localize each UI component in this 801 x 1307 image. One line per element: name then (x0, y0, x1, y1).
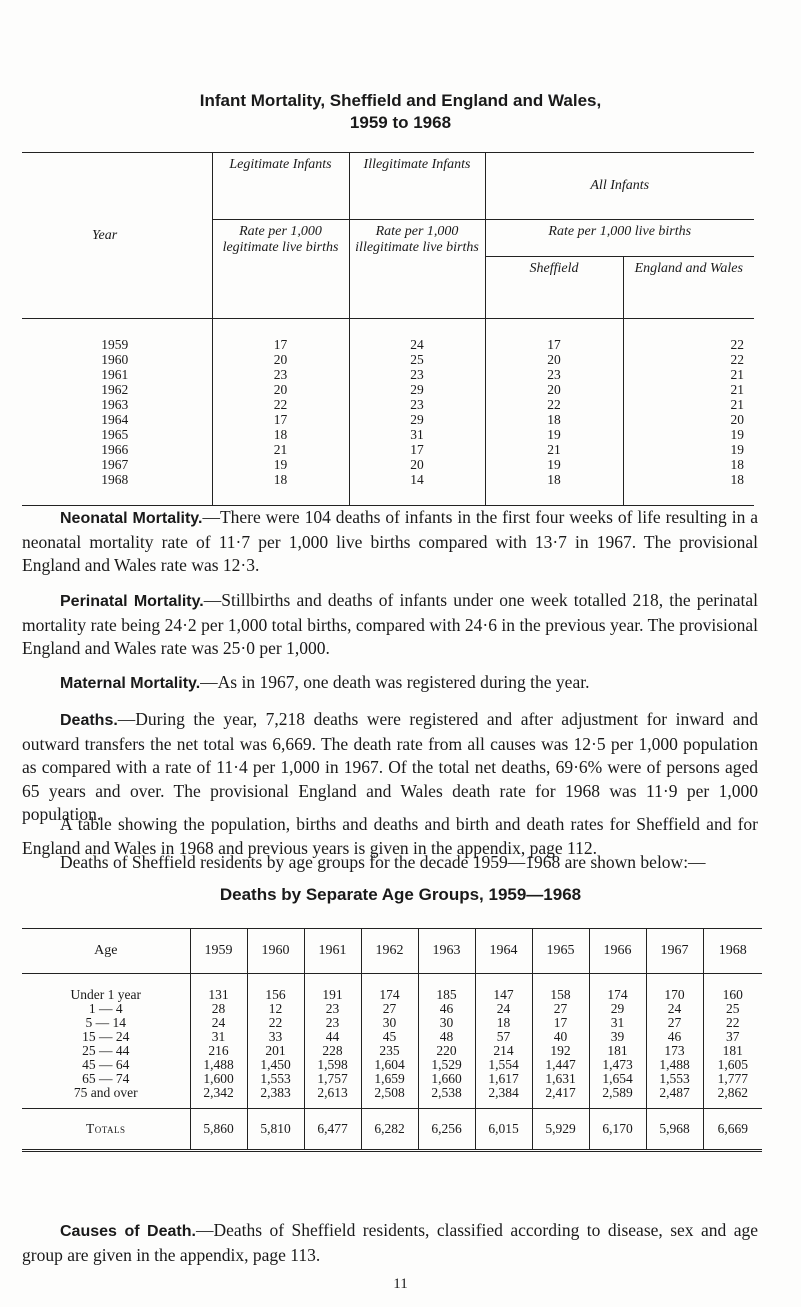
cell-sheffield: 18 (485, 412, 623, 427)
cell-value: 37 (703, 1030, 762, 1044)
cell-age: 75 and over (73, 1085, 138, 1100)
cell-age: 15 — 24 (82, 1029, 130, 1044)
header-all-rate: Rate per 1,000 live births (485, 220, 754, 257)
cell-value: 214 (475, 1044, 532, 1058)
cell-value: 1,631 (532, 1072, 589, 1086)
cell-illegit: 14 (349, 472, 485, 506)
maternal-paragraph (22, 671, 758, 696)
cell-sheffield: 21 (485, 442, 623, 457)
cell-value: 22 (247, 1016, 304, 1030)
header-age: Age (22, 929, 190, 974)
causes-text: —Deaths of Sheffield residents, classified according to disease, sex and age group are given in the appendix, page 113. (22, 1220, 758, 1265)
table-row (22, 319, 754, 353)
cell-value: 1,777 (703, 1072, 762, 1086)
cell-illegit: 31 (349, 427, 485, 442)
cell-total: 6,282 (361, 1109, 418, 1151)
cell-value: 2,384 (475, 1086, 532, 1109)
cell-value: 27 (361, 1002, 418, 1016)
cell-value: 158 (532, 974, 589, 1003)
maternal-heading: Maternal Mortality. (60, 675, 201, 692)
cell-value: 2,383 (247, 1086, 304, 1109)
cell-value: 1,529 (418, 1058, 475, 1072)
table-row (22, 397, 754, 412)
cell-value: 2,538 (418, 1086, 475, 1109)
header-sheffield: Sheffield (485, 256, 623, 318)
cell-value: 44 (304, 1030, 361, 1044)
cell-value: 12 (247, 1002, 304, 1016)
cell-value: 18 (475, 1016, 532, 1030)
cell-value: 1,554 (475, 1058, 532, 1072)
cell-value: 24 (475, 1002, 532, 1016)
header-year-1961: 1961 (304, 929, 361, 974)
cell-ew: 18 (623, 472, 754, 506)
cell-value: 191 (304, 974, 361, 1003)
cell-value: 1,473 (589, 1058, 646, 1072)
cell-ew: 21 (623, 397, 754, 412)
cell-value: 2,342 (190, 1086, 247, 1109)
header-year-1965: 1965 (532, 929, 589, 974)
infant-mortality-rows (22, 319, 754, 506)
cell-total: 6,477 (304, 1109, 361, 1151)
table-row (22, 1086, 762, 1109)
cell-value: 23 (304, 1016, 361, 1030)
cell-total: 5,860 (190, 1109, 247, 1151)
cell-sheffield: 19 (485, 427, 623, 442)
cell-value: 174 (589, 974, 646, 1003)
cell-value: 2,613 (304, 1086, 361, 1109)
cell-value: 30 (361, 1016, 418, 1030)
cell-value: 1,488 (190, 1058, 247, 1072)
deaths-heading: Deaths. (60, 712, 118, 729)
cell-legit: 17 (212, 412, 349, 427)
cell-value: 1,600 (190, 1072, 247, 1086)
header-year-1964: 1964 (475, 929, 532, 974)
cell-total: 6,170 (589, 1109, 646, 1151)
cell-value: 48 (418, 1030, 475, 1044)
cell-sheffield: 17 (485, 319, 623, 353)
cell-value: 22 (703, 1016, 762, 1030)
cell-legit: 18 (212, 472, 349, 506)
table-row (22, 427, 754, 442)
table-row (22, 412, 754, 427)
cell-ew: 18 (623, 457, 754, 472)
cell-ew: 22 (623, 319, 754, 353)
cell-year: 1967 (101, 457, 129, 472)
cell-value: 1,598 (304, 1058, 361, 1072)
header-year-1962: 1962 (361, 929, 418, 974)
cell-value: 181 (703, 1044, 762, 1058)
header-year-1967: 1967 (646, 929, 703, 974)
header-year-1968: 1968 (703, 929, 762, 974)
causes-heading: Causes of Death. (60, 1223, 196, 1240)
cell-value: 228 (304, 1044, 361, 1058)
cell-total: 5,929 (532, 1109, 589, 1151)
cell-value: 147 (475, 974, 532, 1003)
cell-value: 216 (190, 1044, 247, 1058)
cell-illegit: 20 (349, 457, 485, 472)
cell-legit: 18 (212, 427, 349, 442)
age-groups-table (22, 928, 762, 1152)
cell-total: 5,810 (247, 1109, 304, 1151)
cell-value: 131 (190, 974, 247, 1003)
table-row (22, 442, 754, 457)
cell-value: 2,417 (532, 1086, 589, 1109)
cell-value: 24 (646, 1002, 703, 1016)
deaths-text: —During the year, 7,218 deaths were registered and after adjustment for inward and outward transfers the net total was 6,669. The death rate from all causes was 12·5 per 1,000 population as compared with a rate of 11·4 per 1,000 in 1967. Of the total net deaths, 69·6% were of persons aged 65 years and over. The provisional England and Wales death rate for 1968 was 11·9 per 1,000 population. (22, 709, 758, 824)
cell-sheffield: 23 (485, 367, 623, 382)
deaths-paragraph (22, 708, 758, 827)
cell-legit: 22 (212, 397, 349, 412)
cell-value: 201 (247, 1044, 304, 1058)
cell-value: 1,553 (646, 1072, 703, 1086)
cell-value: 2,862 (703, 1086, 762, 1109)
cell-value: 1,553 (247, 1072, 304, 1086)
header-year: Year (22, 153, 212, 319)
header-year-1966: 1966 (589, 929, 646, 974)
cell-ew: 21 (623, 367, 754, 382)
cell-value: 1,604 (361, 1058, 418, 1072)
cell-value: 1,605 (703, 1058, 762, 1072)
cell-year: 1964 (101, 412, 129, 427)
cell-value: 173 (646, 1044, 703, 1058)
cell-value: 192 (532, 1044, 589, 1058)
cell-sheffield: 18 (485, 472, 623, 506)
cell-year: 1968 (101, 472, 129, 487)
cell-year: 1961 (101, 367, 129, 382)
age-groups-title: Deaths by Separate Age Groups, 1959—1968 (219, 885, 582, 904)
cell-value: 1,654 (589, 1072, 646, 1086)
cell-value: 28 (190, 1002, 247, 1016)
cell-year: 1962 (101, 382, 129, 397)
cell-sheffield: 19 (485, 457, 623, 472)
cell-value: 170 (646, 974, 703, 1003)
table-row (22, 1072, 762, 1086)
cell-total: 6,669 (703, 1109, 762, 1151)
cell-legit: 19 (212, 457, 349, 472)
cell-value: 2,589 (589, 1086, 646, 1109)
cell-age: 45 — 64 (82, 1057, 130, 1072)
cell-value: 160 (703, 974, 762, 1003)
table-row (22, 367, 754, 382)
infant-mortality-table (22, 152, 754, 506)
title-line-1: Infant Mortality, Sheffield and England and Wales, (199, 91, 602, 110)
cell-legit: 20 (212, 352, 349, 367)
cell-value: 31 (589, 1016, 646, 1030)
cell-age: 25 — 44 (82, 1043, 130, 1058)
cell-year: 1960 (101, 352, 129, 367)
neonatal-heading: Neonatal Mortality. (60, 510, 203, 527)
perinatal-text: —Stillbirths and deaths of infants under one week totalled 218, the perinatal mortality rate being 24·2 per 1,000 total births, compared with 24·6 in the previous year. The provisional England and Wales rate was 25·0 per 1,000. (22, 590, 758, 658)
table-row (22, 352, 754, 367)
table-row (22, 1016, 762, 1030)
table-row (22, 974, 762, 1003)
header-year-1960: 1960 (247, 929, 304, 974)
neonatal-text: —There were 104 deaths of infants in the first four weeks of life resulting in a neonatal mortality rate of 11·7 per 1,000 live births compared with 13·7 in 1967. The provisional England and Wales rate was 12·3. (22, 507, 758, 575)
cell-value: 24 (190, 1016, 247, 1030)
cell-value: 45 (361, 1030, 418, 1044)
cell-value: 1,757 (304, 1072, 361, 1086)
perinatal-heading: Perinatal Mortality. (60, 593, 204, 610)
totals-label: Totals (22, 1109, 190, 1151)
cell-year: 1959 (101, 337, 129, 352)
cell-value: 1,450 (247, 1058, 304, 1072)
cell-value: 156 (247, 974, 304, 1003)
table-row (22, 457, 754, 472)
perinatal-paragraph (22, 589, 758, 661)
cell-value: 33 (247, 1030, 304, 1044)
cell-age: 65 — 74 (82, 1071, 130, 1086)
cell-value: 27 (646, 1016, 703, 1030)
header-year-1959: 1959 (190, 929, 247, 974)
cell-value: 2,487 (646, 1086, 703, 1109)
cell-value: 25 (703, 1002, 762, 1016)
cell-value: 27 (532, 1002, 589, 1016)
cell-value: 1,660 (418, 1072, 475, 1086)
infant-mortality-title (0, 90, 801, 134)
table-row (22, 472, 754, 506)
neonatal-paragraph (22, 506, 758, 578)
cell-total: 5,968 (646, 1109, 703, 1151)
header-year-1963: 1963 (418, 929, 475, 974)
cell-value: 40 (532, 1030, 589, 1044)
header-illegitimate: Illegitimate Infants (349, 153, 485, 220)
cell-ew: 20 (623, 412, 754, 427)
cell-value: 46 (646, 1030, 703, 1044)
cell-value: 174 (361, 974, 418, 1003)
cell-value: 39 (589, 1030, 646, 1044)
cell-legit: 20 (212, 382, 349, 397)
cell-illegit: 17 (349, 442, 485, 457)
cell-value: 23 (304, 1002, 361, 1016)
cell-illegit: 23 (349, 367, 485, 382)
cell-value: 31 (190, 1030, 247, 1044)
cell-ew: 19 (623, 427, 754, 442)
header-legitimate: Legitimate Infants (212, 153, 349, 220)
cell-legit: 17 (212, 319, 349, 353)
cell-value: 181 (589, 1044, 646, 1058)
title-line-2: 1959 to 1968 (349, 113, 452, 132)
cell-illegit: 23 (349, 397, 485, 412)
cell-ew: 21 (623, 382, 754, 397)
age-groups-intro: Deaths of Sheffield residents by age groups for the decade 1959—1968 are shown below:— (60, 852, 706, 872)
cell-legit: 23 (212, 367, 349, 382)
cell-value: 17 (532, 1016, 589, 1030)
cell-value: 185 (418, 974, 475, 1003)
table-row (22, 1058, 762, 1072)
table-row (22, 382, 754, 397)
cell-ew: 19 (623, 442, 754, 457)
cell-value: 235 (361, 1044, 418, 1058)
table-row (22, 1002, 762, 1016)
table-row (22, 1044, 762, 1058)
cell-value: 220 (418, 1044, 475, 1058)
cell-illegit: 25 (349, 352, 485, 367)
cell-value: 30 (418, 1016, 475, 1030)
cell-value: 1,447 (532, 1058, 589, 1072)
cell-value: 1,659 (361, 1072, 418, 1086)
header-all-infants: All Infants (485, 153, 754, 220)
cell-year: 1966 (101, 442, 129, 457)
cell-value: 2,508 (361, 1086, 418, 1109)
cell-total: 6,256 (418, 1109, 475, 1151)
table-row (22, 1030, 762, 1044)
cell-illegit: 24 (349, 319, 485, 353)
cell-ew: 22 (623, 352, 754, 367)
cell-value: 1,488 (646, 1058, 703, 1072)
cell-year: 1963 (101, 397, 129, 412)
page-number: 11 (393, 1276, 408, 1292)
cell-value: 29 (589, 1002, 646, 1016)
cell-value: 57 (475, 1030, 532, 1044)
header-illegit-rate: Rate per 1,000 illegitimate live births (349, 220, 485, 319)
cell-sheffield: 22 (485, 397, 623, 412)
cell-illegit: 29 (349, 382, 485, 397)
cell-value: 1,617 (475, 1072, 532, 1086)
cell-year: 1965 (101, 427, 129, 442)
maternal-text: —As in 1967, one death was registered during the year. (200, 672, 590, 692)
cell-total: 6,015 (475, 1109, 532, 1151)
header-legit-rate: Rate per 1,000 legitimate live births (212, 220, 349, 319)
appendix-paragraph: A table showing the population, births and deaths and birth and death rates for Sheffield and for England and Wales in 1968 and previous years is given in the appendix, page 112. (22, 814, 758, 858)
cell-illegit: 29 (349, 412, 485, 427)
cell-sheffield: 20 (485, 382, 623, 397)
cell-age: Under 1 year (70, 987, 141, 1002)
age-group-rows (22, 974, 762, 1109)
cell-age: 1 — 4 (88, 1001, 123, 1016)
header-england-wales: England and Wales (623, 256, 754, 318)
cell-sheffield: 20 (485, 352, 623, 367)
causes-paragraph (22, 1219, 758, 1267)
cell-value: 46 (418, 1002, 475, 1016)
cell-age: 5 — 14 (85, 1015, 126, 1030)
cell-legit: 21 (212, 442, 349, 457)
